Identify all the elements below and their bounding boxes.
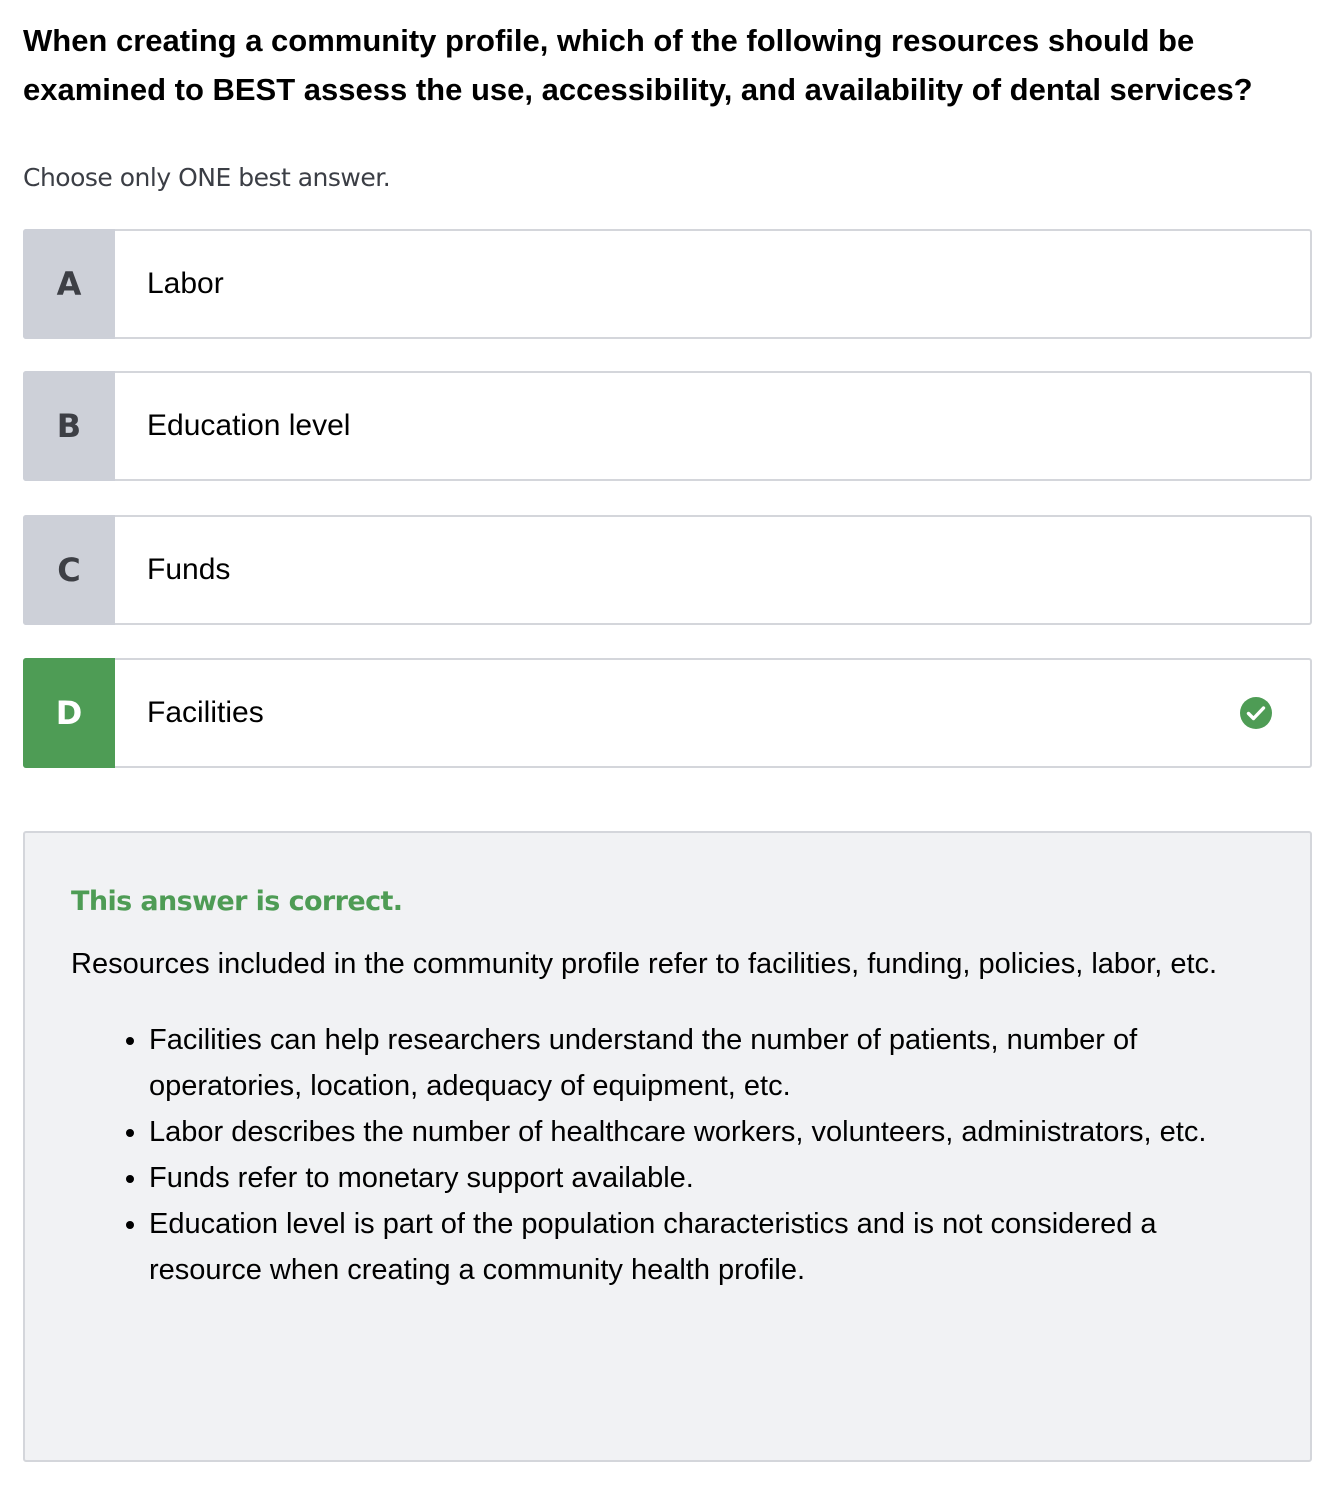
option-letter: C [23,515,115,625]
option-label: Education level [147,409,351,442]
explanation-body: Resources included in the community profile refer to facilities, funding, policies, labor, etc. [71,948,1218,980]
check-circle-icon [1240,660,1310,766]
explanation-heading: This answer is correct. [71,886,403,917]
explanation-list [71,1017,1264,1293]
answer-option-b[interactable] [23,371,1312,481]
answer-option-d[interactable] [23,658,1312,768]
option-letter: B [23,371,115,481]
answer-instruction: Choose only ONE best answer. [23,163,391,192]
list-item: • Facilities can help researchers understand the number of patients, number of operatories, location, adequacy of equipment, etc. [149,1017,1264,1109]
option-label: Funds [147,553,231,586]
option-label: Facilities [147,696,264,729]
question-text: When creating a community profile, which of the following resources should be examined to BEST assess the use, accessibility, and availability of dental services? [23,23,1253,107]
list-item: • Education level is part of the population characteristics and is not considered a resource when creating a community health profile. [149,1201,1264,1293]
answer-option-a[interactable] [23,229,1312,339]
option-label: Labor [147,267,224,300]
explanation-panel [23,831,1312,1462]
option-letter: D [23,658,115,768]
list-item: • Labor describes the number of healthcare workers, volunteers, administrators, etc. [149,1109,1264,1155]
list-item: • Funds refer to monetary support available. [149,1155,1264,1201]
option-letter: A [23,229,115,339]
answer-option-c[interactable] [23,515,1312,625]
